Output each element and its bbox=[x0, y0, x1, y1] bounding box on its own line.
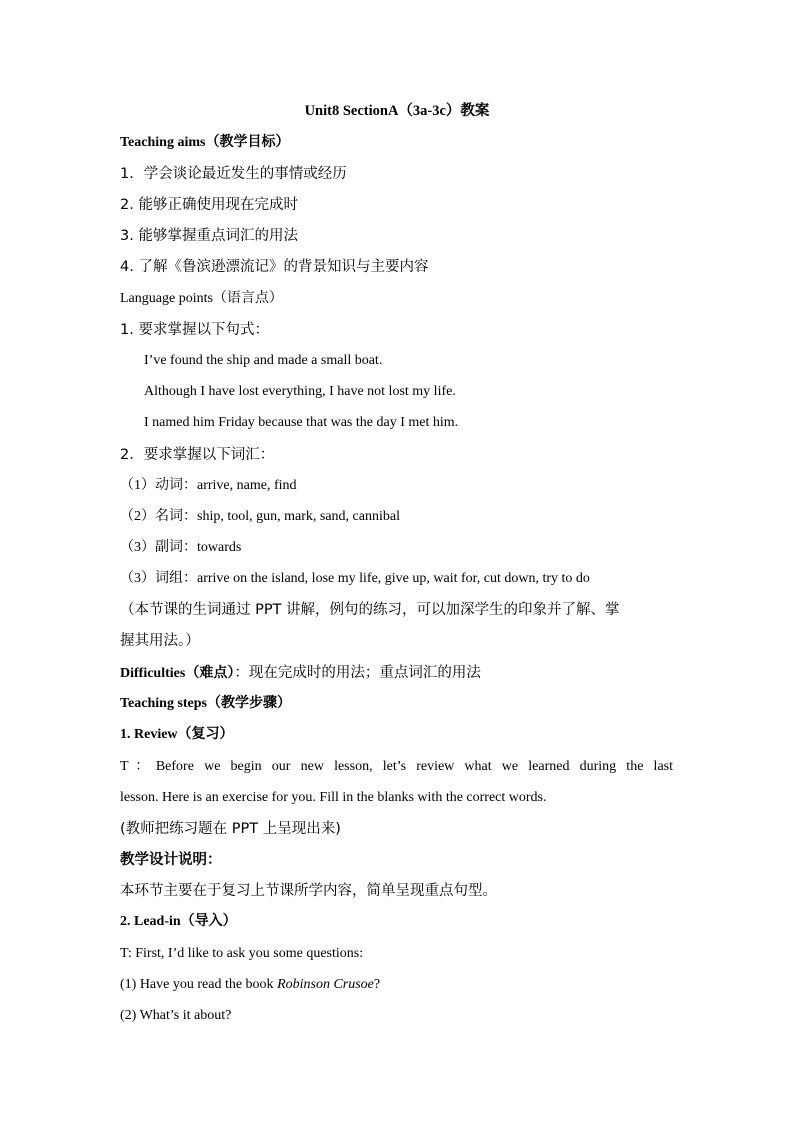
sentence-item: I’ve found the ship and made a small boat. bbox=[144, 353, 383, 368]
vocabulary-item: （3）词组：arrive on the island, lose my life, give up, wait for, cut down, try to do bbox=[120, 571, 590, 586]
aim-item: 1．学会谈论最近发生的事情或经历 bbox=[120, 166, 347, 182]
review-paragraph-line: lesson. Here is an exercise for you. Fill in the blanks with the correct words. bbox=[120, 790, 547, 805]
difficulties-label: Difficulties（难点） bbox=[120, 666, 235, 681]
sentence-item: Although I have lost everything, I have not lost my life. bbox=[144, 384, 456, 399]
lead-in-heading: 2. Lead-in（导入） bbox=[120, 914, 237, 929]
book-title: Robinson Crusoe bbox=[277, 977, 374, 992]
design-text: 本环节主要在于复习上节课所学内容，简单呈现重点句型。 bbox=[120, 883, 497, 899]
aim-item: 2. 能够正确使用现在完成时 bbox=[120, 197, 298, 213]
language-points-heading: Language points（语言点） bbox=[120, 291, 283, 306]
vocabulary-heading: 2．要求掌握以下词汇： bbox=[120, 447, 275, 463]
sentence-patterns-heading: 1. 要求掌握以下句式： bbox=[120, 322, 269, 338]
sentence-item: I named him Friday because that was the day I met him. bbox=[144, 415, 459, 430]
review-heading: 1. Review（复习） bbox=[120, 727, 234, 742]
review-paragraph-line: T：Before we begin our new lesson, let’s review what we learned during the last bbox=[120, 759, 673, 774]
difficulties-line bbox=[120, 663, 481, 684]
aim-item: 3. 能够掌握重点词汇的用法 bbox=[120, 228, 298, 244]
vocabulary-item: （1）动词：arrive, name, find bbox=[120, 478, 297, 493]
question-mark: ? bbox=[373, 977, 381, 992]
page-title: Unit8 SectionA（3a-3c）教案 bbox=[304, 103, 490, 119]
note-line: （本节课的生词通过 PPT 讲解，例句的练习，可以加深学生的印象并了解、掌 bbox=[120, 602, 620, 618]
review-note: (教师把练习题在 PPT 上呈现出来) bbox=[120, 821, 341, 837]
question-text: (1) Have you read the book bbox=[120, 977, 278, 992]
aim-item: 4. 了解《鲁滨逊漂流记》的背景知识与主要内容 bbox=[120, 259, 429, 275]
teaching-steps-heading: Teaching steps（教学步骤） bbox=[120, 696, 292, 711]
aims-heading: Teaching aims（教学目标） bbox=[120, 135, 290, 150]
design-heading: 教学设计说明： bbox=[120, 852, 222, 868]
note-line: 握其用法。） bbox=[120, 633, 200, 649]
vocabulary-item: （3）副词：towards bbox=[120, 540, 242, 555]
difficulties-text: ：现在完成时的用法；重点词汇的用法 bbox=[234, 665, 481, 681]
question-item: (2) What’s it about? bbox=[120, 1008, 232, 1023]
question-item bbox=[120, 975, 380, 995]
vocabulary-item: （2）名词：ship, tool, gun, mark, sand, cannibal bbox=[120, 509, 400, 524]
lead-in-intro: T: First, I’d like to ask you some questions: bbox=[120, 946, 364, 961]
